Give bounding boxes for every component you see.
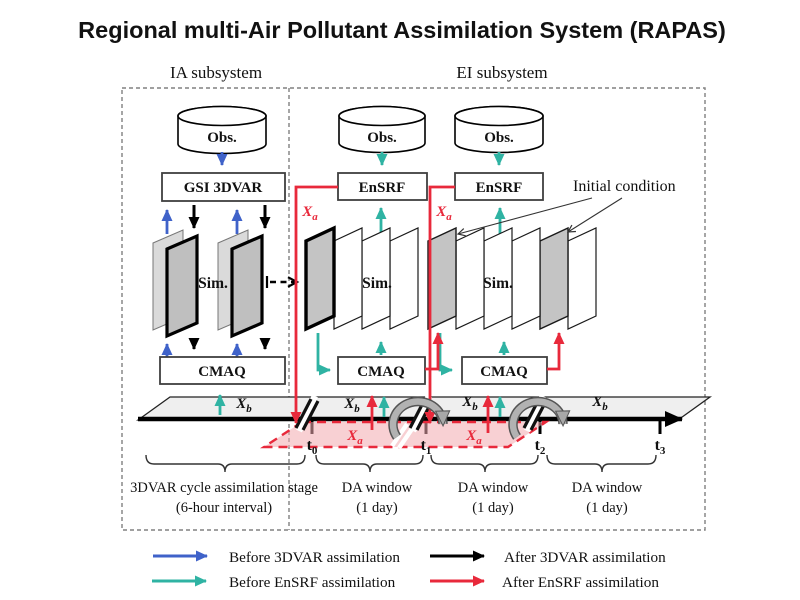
cylinder-top	[455, 107, 543, 126]
stage-brace	[547, 455, 656, 472]
legend-label: After 3DVAR assimilation	[504, 549, 666, 566]
ei-window-2	[428, 107, 596, 385]
stage-brace	[146, 455, 305, 472]
cmaq2-to-next-ic	[547, 333, 559, 369]
obs-database-icon	[339, 107, 425, 153]
initial-condition-pointer	[568, 198, 622, 232]
xb-symbol: $X_b$	[344, 396, 360, 415]
xb-symbol: $X_b$	[462, 394, 478, 413]
legend-label: Before EnSRF assimilation	[229, 574, 396, 591]
ensrf1-label: EnSRF	[358, 180, 406, 196]
tick-label-t1: $t_1$	[420, 437, 432, 457]
teal-elbow-to-cmaq	[440, 333, 452, 370]
initial-condition-label: Initial condition	[573, 178, 676, 195]
cylinder-top	[339, 107, 425, 126]
cmaq1-to-next-ic	[425, 333, 438, 369]
tick-label-t3: $t_3$	[654, 437, 666, 457]
ensrf2-label: EnSRF	[475, 180, 523, 196]
ei1-obs-label: Obs.	[367, 130, 397, 146]
initial-condition-sheet	[306, 228, 334, 329]
ei1-sim-label: Sim.	[362, 275, 392, 292]
ia-obs-label: Obs.	[207, 130, 237, 146]
initial-condition-pointer	[458, 198, 592, 234]
obs-database-icon	[178, 107, 266, 154]
xa-symbol: $X_a$	[347, 428, 363, 447]
initial-condition-sheet	[428, 228, 456, 329]
legend	[152, 549, 666, 591]
ia-subsystem	[153, 107, 285, 416]
teal-elbow-to-cmaq	[318, 333, 330, 370]
ensemble-sheet	[456, 228, 484, 329]
ei1-cmaq-label: CMAQ	[357, 364, 405, 380]
ia-cmaq-label: CMAQ	[198, 364, 246, 380]
tick-label-t0: $t_0$	[306, 437, 318, 457]
stage-brace	[316, 455, 423, 472]
ei2-obs-label: Obs.	[484, 130, 514, 146]
ei2-cmaq-label: CMAQ	[480, 364, 528, 380]
ensemble-sheet	[512, 228, 540, 329]
stage-braces	[146, 455, 656, 472]
stage-label-line2: (1 day)	[472, 500, 514, 516]
ia-sim-label: Sim.	[198, 275, 228, 292]
ia-subsystem-label: IA subsystem	[169, 63, 263, 82]
stage-label-line2: (1 day)	[586, 500, 628, 516]
xb-symbol: $X_b$	[592, 394, 608, 413]
ei2-sim-label: Sim.	[483, 275, 513, 292]
ensemble-sheet	[568, 228, 596, 329]
sim-sheet-front	[232, 236, 262, 336]
xa-symbol: $X_a$	[302, 204, 318, 223]
ensemble-sheet	[334, 228, 362, 329]
xa-symbol: $X_a$	[466, 428, 482, 447]
ei-window-1	[306, 107, 427, 385]
obs-database-icon	[455, 107, 543, 153]
gsi-3dvar-label: GSI 3DVAR	[183, 180, 263, 196]
stage-label-line1: DA window	[341, 480, 413, 496]
legend-label: After EnSRF assimilation	[502, 574, 659, 591]
ei-subsystem-label: EI subsystem	[456, 63, 548, 82]
legend-label: Before 3DVAR assimilation	[229, 549, 400, 566]
page-title: Regional multi-Air Pollutant Assimilation System (RAPAS)	[78, 17, 726, 43]
stage-brace	[431, 455, 538, 472]
stage-label-line1: 3DVAR cycle assimilation stage	[130, 480, 318, 496]
tick-label-t2: $t_2$	[534, 437, 546, 457]
ensemble-sheet	[390, 228, 418, 329]
stage-label-line2: (6-hour interval)	[175, 500, 273, 516]
xb-symbol: $X_b$	[236, 396, 252, 415]
initial-condition-sheet	[540, 228, 568, 329]
xa-symbol: $X_a$	[436, 204, 452, 223]
stage-label-line1: DA window	[457, 480, 529, 496]
stage-label-line1: DA window	[571, 480, 643, 496]
sim-sheet-front	[167, 236, 197, 336]
stage-label-line2: (1 day)	[356, 500, 398, 516]
cylinder-top	[178, 107, 266, 126]
